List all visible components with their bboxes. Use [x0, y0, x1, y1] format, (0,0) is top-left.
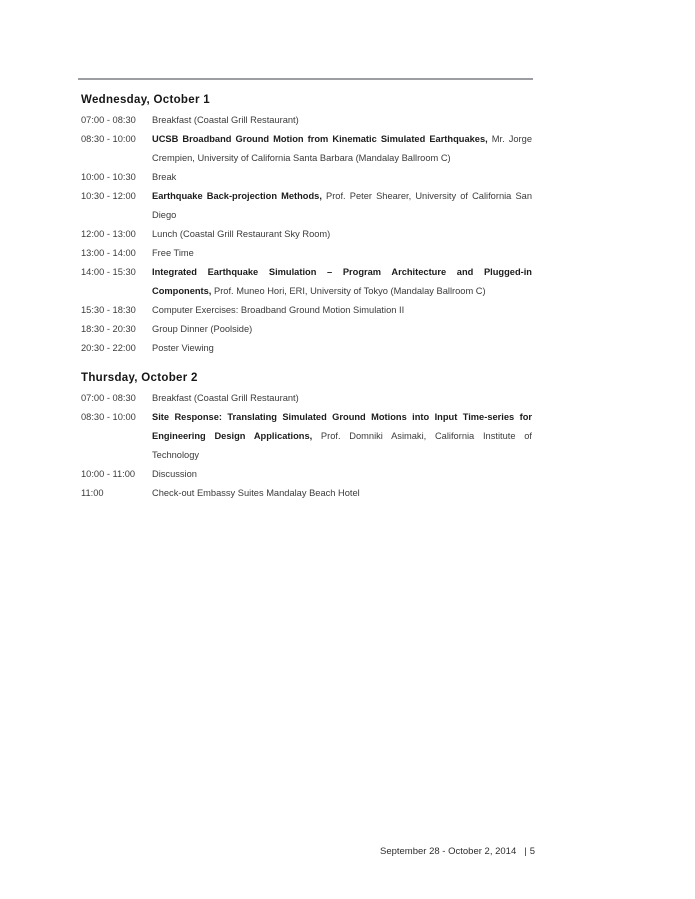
- schedule-entry: [81, 111, 532, 130]
- entry-description: [152, 130, 532, 168]
- entry-time: 14:00 - 15:30: [81, 267, 136, 277]
- session-detail: Mr. Jorge Crempien, University of California Santa Barbara (Mandalay Ballroom C): [152, 134, 532, 163]
- day-entries: [81, 111, 532, 358]
- day-section: [81, 371, 532, 503]
- schedule-entry: [81, 187, 532, 225]
- schedule-entry: [81, 408, 532, 465]
- entry-time: 15:30 - 18:30: [81, 305, 136, 315]
- schedule-entry: [81, 484, 532, 503]
- entry-description: [152, 187, 532, 225]
- schedule-entry: [81, 263, 532, 301]
- entry-description: [152, 168, 532, 187]
- schedule-entry: [81, 389, 532, 408]
- schedule-entry: [81, 168, 532, 187]
- session-detail: Poster Viewing: [152, 343, 214, 353]
- entry-description: [152, 465, 532, 484]
- entry-time: 07:00 - 08:30: [81, 393, 136, 403]
- entry-description: [152, 320, 532, 339]
- day-entries: [81, 389, 532, 503]
- entry-description: [152, 408, 532, 465]
- session-detail: Group Dinner (Poolside): [152, 324, 253, 334]
- session-title: Earthquake Back-projection Methods,: [152, 191, 322, 201]
- session-detail: Lunch (Coastal Grill Restaurant Sky Room): [152, 229, 331, 239]
- session-detail: Break: [152, 172, 177, 182]
- entry-time: 10:00 - 11:00: [81, 469, 136, 479]
- footer-date-range: September 28 - October 2, 2014: [379, 846, 517, 857]
- session-detail: Computer Exercises: Broadband Ground Motion Simulation II: [152, 305, 405, 315]
- entry-description: [152, 263, 532, 301]
- entry-time: 18:30 - 20:30: [81, 324, 136, 334]
- entry-time: 07:00 - 08:30: [81, 115, 136, 125]
- entry-description: [152, 301, 532, 320]
- entry-time: 12:00 - 13:00: [81, 229, 136, 239]
- entry-time: 11:00: [81, 488, 104, 498]
- schedule-entry: [81, 301, 532, 320]
- entry-time: 10:00 - 10:30: [81, 172, 136, 182]
- day-section: [81, 93, 532, 358]
- schedule: [81, 80, 532, 503]
- session-title: Site Response: Translating Simulated Ground Motions into Input Time-series for Engineering Design Applications,: [152, 412, 532, 441]
- schedule-entry: [81, 320, 532, 339]
- entry-description: [152, 339, 532, 358]
- entry-time: 08:30 - 10:00: [81, 412, 136, 422]
- schedule-entry: [81, 130, 532, 168]
- session-detail: Prof. Domniki Asimaki, California Institute of Technology: [152, 431, 532, 460]
- entry-time: 20:30 - 22:00: [81, 343, 136, 353]
- session-detail: Check-out Embassy Suites Mandalay Beach Hotel: [152, 488, 360, 498]
- entry-description: [152, 225, 532, 244]
- session-detail: Breakfast (Coastal Grill Restaurant): [152, 115, 299, 125]
- session-detail: Prof. Muneo Hori, ERI, University of Tokyo (Mandalay Ballroom C): [211, 286, 486, 296]
- entry-time: 08:30 - 10:00: [81, 134, 136, 144]
- schedule-entry: [81, 244, 532, 263]
- session-title: UCSB Broadband Ground Motion from Kinematic Simulated Earthquakes,: [152, 134, 488, 144]
- entry-time: 10:30 - 12:00: [81, 191, 136, 201]
- schedule-entry: [81, 339, 532, 358]
- session-detail: Free Time: [152, 248, 194, 258]
- session-title: Integrated Earthquake Simulation – Program Architecture and Plugged-in Components,: [152, 267, 532, 296]
- footer-separator: |: [524, 846, 527, 857]
- schedule-entry: [81, 465, 532, 484]
- session-detail: Discussion: [152, 469, 197, 479]
- session-detail: Prof. Peter Shearer, University of California San Diego: [152, 191, 532, 220]
- day-title: Thursday, October 2: [81, 372, 198, 384]
- entry-description: [152, 484, 532, 503]
- footer-page-number: 5: [529, 846, 535, 857]
- entry-description: [152, 111, 532, 130]
- schedule-entry: [81, 225, 532, 244]
- entry-description: [152, 244, 532, 263]
- day-title: Wednesday, October 1: [81, 94, 210, 106]
- entry-time: 13:00 - 14:00: [81, 248, 136, 258]
- entry-description: [152, 389, 532, 408]
- session-detail: Breakfast (Coastal Grill Restaurant): [152, 393, 299, 403]
- page-footer: [380, 846, 535, 858]
